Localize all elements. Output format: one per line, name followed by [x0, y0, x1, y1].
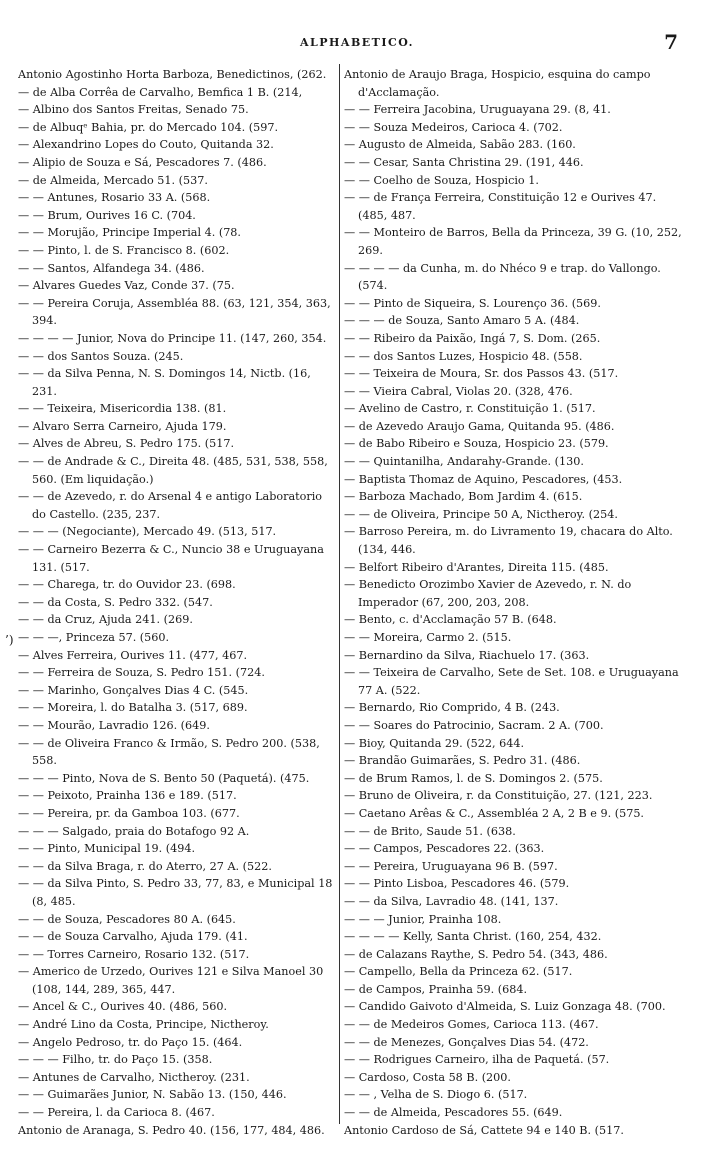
- directory-entry: — — Charega, tr. do Ouvidor 23. (698.: [18, 578, 236, 592]
- directory-entry: — — Pinto de Siqueira, S. Lourenço 36. (569.: [344, 296, 601, 310]
- directory-entry: — — da Silva, Lavradio 48. (141, 137.: [344, 894, 559, 908]
- directory-entry: — de Campos, Prainha 59. (684.: [344, 982, 528, 996]
- directory-entry: — Americo de Urzedo, Ourives 121 e Silva Manoel 30 (108, 144, 289, 365, 447.: [18, 965, 324, 996]
- directory-entry: Antonio Cardoso de Sá, Cattete 94 e 140 B. (517.: [344, 1123, 624, 1137]
- directory-entry: — — Pereira, pr. da Gamboa 103. (677.: [18, 806, 240, 820]
- directory-entry: — Bernardino da Silva, Riachuelo 17. (363.: [344, 648, 590, 662]
- directory-entry: — — de Medeiros Gomes, Carioca 113. (467.: [344, 1018, 599, 1032]
- directory-entry: — Baptista Thomaz de Aquino, Pescadores, (453.: [344, 472, 623, 486]
- directory-entry: — Antunes de Carvalho, Nictheroy. (231.: [18, 1070, 250, 1084]
- directory-entry: — — Pereira Coruja, Assembléa 88. (63, 121, 354, 363, 394.: [18, 296, 331, 328]
- directory-entry: — — — — Kelly, Santa Christ. (160, 254, 432.: [344, 930, 602, 944]
- directory-entry: — — Teixeira de Carvalho, Sete de Set. 108. e Uruguayana 77 A. (522.: [344, 666, 679, 697]
- directory-entry: — — Teixeira, Misericordia 138. (81.: [18, 402, 227, 416]
- directory-entry: — — Monteiro de Barros, Bella da Princeza, 39 G. (10, 252, 269.: [344, 226, 682, 257]
- directory-entry: — — Pereira, Uruguayana 96 B. (597.: [344, 859, 558, 873]
- margin-mark: ’): [5, 633, 14, 647]
- directory-entry: — — — de Souza, Santo Amaro 5 A. (484.: [344, 314, 580, 328]
- directory-entry: — — Ribeiro da Paixão, Ingá 7, S. Dom. (265.: [344, 331, 601, 345]
- directory-entry: — — de Brito, Saude 51. (638.: [344, 824, 516, 838]
- directory-entry: — — Souza Medeiros, Carioca 4. (702.: [344, 120, 563, 134]
- directory-entry: — — — Pinto, Nova de S. Bento 50 (Paquetá). (475.: [18, 771, 310, 785]
- directory-entry: — — Soares do Patrocinio, Sacram. 2 A. (700.: [344, 718, 604, 732]
- directory-entry: — — — — Junior, Nova do Principe 11. (147, 260, 354.: [18, 331, 327, 345]
- directory-entry: — — de Azevedo, r. do Arsenal 4 e antigo Laboratorio do Castello. (235, 237.: [18, 490, 323, 521]
- directory-entry: — — de Souza Carvalho, Ajuda 179. (41.: [18, 930, 248, 944]
- directory-entry: — André Lino da Costa, Principe, Nictheroy.: [18, 1018, 269, 1032]
- directory-entry: — — de Oliveira, Principe 50 A, Nictheroy. (254.: [344, 507, 618, 521]
- directory-entry: — de Almeida, Mercado 51. (537.: [18, 173, 208, 187]
- directory-entry: — — Guimarães Junior, N. Sabão 13. (150, 446.: [18, 1088, 287, 1102]
- directory-entry: — Bernardo, Rio Comprido, 4 B. (243.: [344, 701, 560, 715]
- directory-entry: — — — Junior, Prainha 108.: [344, 912, 502, 926]
- directory-entry: — Cardoso, Costa 58 B. (200.: [344, 1070, 511, 1084]
- directory-entry: — — de Almeida, Pescadores 55. (649.: [344, 1106, 563, 1120]
- directory-entry: — — Ferreira de Souza, S. Pedro 151. (724.: [18, 666, 265, 680]
- page-title: ALPHABETICO.: [299, 36, 414, 49]
- directory-entry: — — — Salgado, praia do Botafogo 92 A.: [18, 824, 250, 838]
- directory-entry: — — Rodrigues Carneiro, ilha de Paquetá. (57.: [344, 1053, 610, 1067]
- directory-entry: — — Mourão, Lavradio 126. (649.: [18, 718, 210, 732]
- directory-entry: — — Vieira Cabral, Violas 20. (328, 476.: [344, 384, 573, 398]
- directory-entry: Antonio de Araujo Braga, Hospicio, esquina do campo d'Acclamação.: [344, 68, 651, 99]
- directory-entry: — — Coelho de Souza, Hospicio 1.: [344, 173, 539, 187]
- column-divider: [339, 64, 340, 1124]
- directory-entry: — — Antunes, Rosario 33 A. (568.: [18, 191, 211, 205]
- directory-entry: — — Quintanilha, Andarahy-Grande. (130.: [344, 455, 584, 469]
- directory-entry: — — de Andrade & C., Direita 48. (485, 531, 538, 558, 560. (Em liquidação.): [18, 455, 328, 486]
- directory-entry: — Avelino de Castro, r. Constituição 1. (517.: [344, 402, 596, 416]
- directory-entry: — Augusto de Almeida, Sabão 283. (160.: [344, 138, 576, 152]
- directory-entry: — — Moreira, Carmo 2. (515.: [344, 631, 512, 644]
- directory-entry: — — , Velha de S. Diogo 6. (517.: [344, 1088, 528, 1102]
- directory-entry: — Barboza Machado, Bom Jardim 4. (615.: [344, 490, 583, 504]
- directory-entry: — Benedicto Orozimbo Xavier de Azevedo, r. N. do Imperador (67, 200, 203, 208.: [344, 578, 632, 609]
- directory-entry: — — — — da Cunha, m. do Nhéco 9 e trap. do Vallongo. (574.: [344, 261, 661, 293]
- directory-entry: — — Brum, Ourives 16 C. (704.: [18, 208, 196, 222]
- directory-entry: — de Alba Corrêa de Carvalho, Bemfica 1 B. (214,: [18, 85, 303, 99]
- directory-entry: — — Cesar, Santa Christina 29. (191, 446.: [344, 155, 584, 169]
- directory-entry: — de Brum Ramos, l. de S. Domingos 2. (575.: [344, 771, 603, 785]
- directory-entry: Antonio de Aranaga, S. Pedro 40. (156, 177, 484, 486.: [18, 1123, 325, 1137]
- directory-entry: — Ancel & C., Ourives 40. (486, 560.: [18, 1000, 228, 1014]
- directory-entry: — Bruno de Oliveira, r. da Constituição, 27. (121, 223.: [344, 789, 653, 803]
- directory-entry: — de Albuqᵉ Bahia, pr. do Mercado 104. (597.: [18, 120, 279, 134]
- directory-entry: — Alipio de Souza e Sá, Pescadores 7. (486.: [18, 155, 267, 169]
- page-header: [0, 30, 714, 54]
- directory-entry: — — da Silva Braga, r. do Aterro, 27 A. (522.: [18, 859, 272, 873]
- directory-entry: — — da Cruz, Ajuda 241. (269.: [18, 613, 193, 627]
- directory-entry: — — de Menezes, Gonçalves Dias 54. (472.: [344, 1035, 589, 1049]
- directory-entry: — — — (Negociante), Mercado 49. (513, 517.: [18, 525, 277, 539]
- directory-entry: — — Morujão, Principe Imperial 4. (78.: [18, 226, 241, 240]
- directory-entry: — Alvaro Serra Carneiro, Ajuda 179.: [18, 419, 227, 433]
- directory-entry: — — da Costa, S. Pedro 332. (547.: [18, 595, 213, 609]
- directory-entry: — Belfort Ribeiro d'Arantes, Direita 115. (485.: [344, 560, 609, 574]
- directory-entry: — Brandão Guimarães, S. Pedro 31. (486.: [344, 754, 581, 768]
- directory-entry: — — dos Santos Souza. (245.: [18, 349, 184, 363]
- directory-entry: — — Peixoto, Prainha 136 e 189. (517.: [18, 789, 237, 803]
- directory-entry: — — Teixeira de Moura, Sr. dos Passos 43. (517.: [344, 367, 619, 381]
- directory-entry: — — Ferreira Jacobina, Uruguayana 29. (8, 41.: [344, 103, 611, 117]
- directory-entry: — — dos Santos Luzes, Hospicio 48. (558.: [344, 349, 583, 363]
- directory-entry: — — Pinto, Municipal 19. (494.: [18, 842, 196, 856]
- directory-entry: — — — Filho, tr. do Paço 15. (358.: [18, 1053, 213, 1067]
- directory-entry: — Alvares Guedes Vaz, Conde 37. (75.: [18, 279, 235, 293]
- right-column: [344, 66, 682, 1146]
- directory-entry: — — Moreira, l. do Batalha 3. (517, 689.: [18, 701, 248, 715]
- directory-entry: — — de França Ferreira, Constituição 12 e Ourives 47. (485, 487.: [344, 191, 657, 222]
- directory-entry: — — Torres Carneiro, Rosario 132. (517.: [18, 947, 250, 961]
- directory-entry: — — Pinto Lisboa, Pescadores 46. (579.: [344, 877, 570, 891]
- directory-entry: — Bento, c. d'Acclamação 57 B. (648.: [344, 613, 557, 627]
- directory-entry: — de Calazans Raythe, S. Pedro 54. (343, 486.: [344, 947, 608, 961]
- directory-entry: — — Carneiro Bezerra & C., Nuncio 38 e Uruguayana 131. (517.: [18, 543, 324, 574]
- directory-entry: — Candido Gaivoto d'Almeida, S. Luiz Gonzaga 48. (700.: [344, 1000, 666, 1014]
- directory-entry: — — de Souza, Pescadores 80 A. (645.: [18, 912, 236, 926]
- directory-entry: — Alves de Abreu, S. Pedro 175. (517.: [18, 437, 235, 451]
- directory-entry: — — Santos, Alfandega 34. (486.: [18, 261, 205, 275]
- directory-entry: — de Babo Ribeiro e Souza, Hospicio 23. (579.: [344, 437, 609, 451]
- directory-entry: — — de Oliveira Franco & Irmão, S. Pedro 200. (538, 558.: [18, 736, 320, 768]
- left-column: [18, 66, 338, 1146]
- directory-entry: — Caetano Arêas & C., Assembléa 2 A, 2 B e 9. (575.: [344, 806, 644, 820]
- page-number: 7: [664, 30, 678, 54]
- directory-entry: — Bioy, Quitanda 29. (522, 644.: [344, 736, 525, 750]
- directory-entry: — Alexandrino Lopes do Couto, Quitanda 32.: [18, 138, 274, 152]
- directory-entry: — Albino dos Santos Freitas, Senado 75.: [18, 103, 249, 117]
- directory-entry: Antonio Agostinho Horta Barboza, Benedictinos, (262.: [18, 68, 327, 81]
- directory-entry: — — Pinto, l. de S. Francisco 8. (602.: [18, 243, 230, 257]
- directory-entry: — Barroso Pereira, m. do Livramento 19, chacara do Alto. (134, 446.: [344, 525, 673, 557]
- directory-entry: — — da Silva Penna, N. S. Domingos 14, Nictb. (16, 231.: [18, 367, 311, 398]
- directory-entry: — — Pereira, l. da Carioca 8. (467.: [18, 1106, 215, 1120]
- directory-entry: — Campello, Bella da Princeza 62. (517.: [344, 965, 573, 979]
- directory-entry: — de Azevedo Araujo Gama, Quitanda 95. (486.: [344, 419, 615, 433]
- directory-entry: — — —, Princeza 57. (560.: [18, 631, 170, 644]
- directory-entry: — — Marinho, Gonçalves Dias 4 C. (545.: [18, 683, 249, 697]
- directory-entry: — Angelo Pedroso, tr. do Paço 15. (464.: [18, 1035, 243, 1049]
- directory-entry: — — da Silva Pinto, S. Pedro 33, 77, 83, e Municipal 18 (8, 485.: [18, 877, 333, 908]
- directory-entry: — Alves Ferreira, Ourives 11. (477, 467.: [18, 648, 248, 662]
- directory-entry: — — Campos, Pescadores 22. (363.: [344, 842, 545, 856]
